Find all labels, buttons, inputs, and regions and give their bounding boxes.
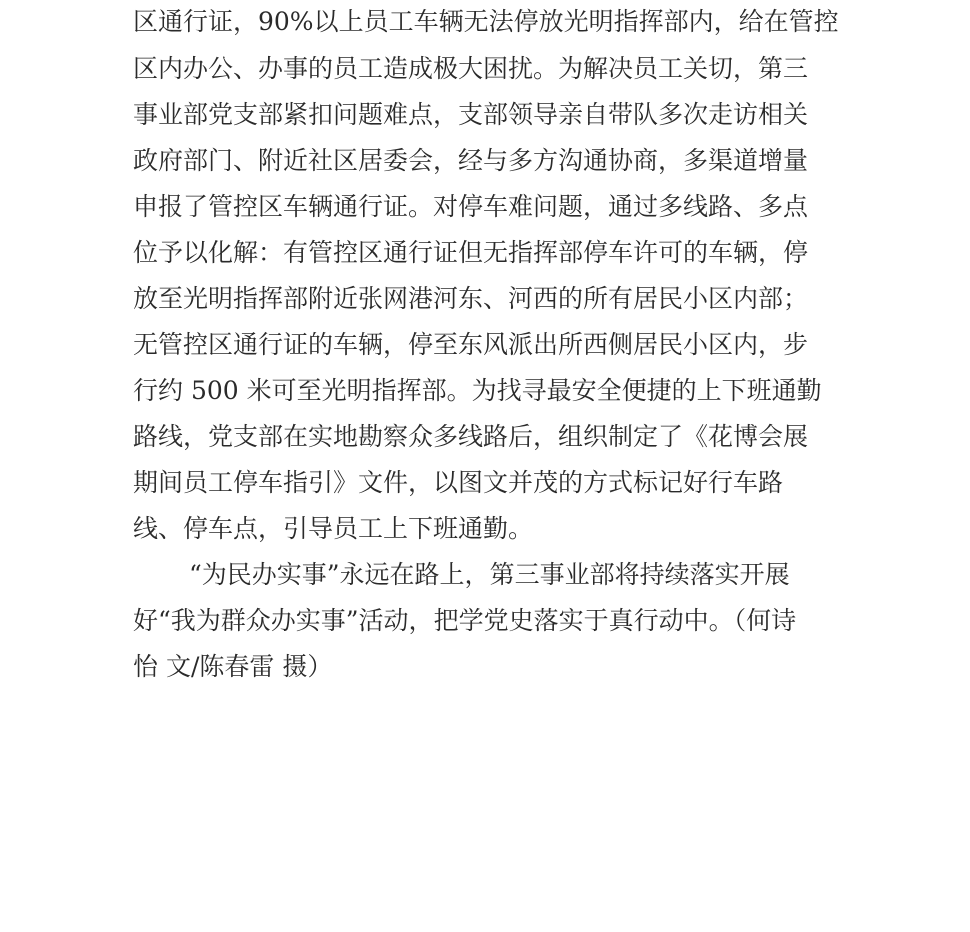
text-line: 怡 文/陈春雷 摄） [133, 652, 333, 681]
text-line: 无管控区通行证的车辆，停至东风派出所西侧居民小区内，步 [133, 330, 809, 359]
text-line: 放至光明指挥部附近张网港河东、河西的所有居民小区内部； [133, 284, 809, 313]
text-line: 好“我为群众办实事”活动，把学党史落实于真行动中。（何诗 [133, 606, 797, 635]
text-line: 期间员工停车指引》文件，以图文并茂的方式标记好行车路 [133, 468, 784, 497]
text-line: 区内办公、办事的员工造成极大困扰。为解决员工关切，第三 [133, 54, 809, 83]
text-line: 政府部门、附近社区居委会，经与多方沟通协商，多渠道增量 [133, 146, 809, 175]
text-line: 路线，党支部在实地勘察众多线路后，组织制定了《花博会展 [133, 422, 809, 451]
text-line: 线、停车点，引导员工上下班通勤。 [133, 514, 534, 543]
text-line: 区通行证，90%以上员工车辆无法停放光明指挥部内，给在管控 [133, 7, 839, 36]
text-line: 位予以化解：有管控区通行证但无指挥部停车许可的车辆，停 [133, 238, 809, 267]
text-line: 申报了管控区车辆通行证。对停车难问题，通过多线路、多点 [133, 192, 809, 221]
text-line: “为民办实事”永远在路上，第三事业部将持续落实开展 [189, 560, 790, 589]
text-line: 行约 500 米可至光明指挥部。为找寻最安全便捷的上下班通勤 [133, 376, 822, 405]
text-line: 事业部党支部紧扣问题难点，支部领导亲自带队多次走访相关 [133, 100, 809, 129]
